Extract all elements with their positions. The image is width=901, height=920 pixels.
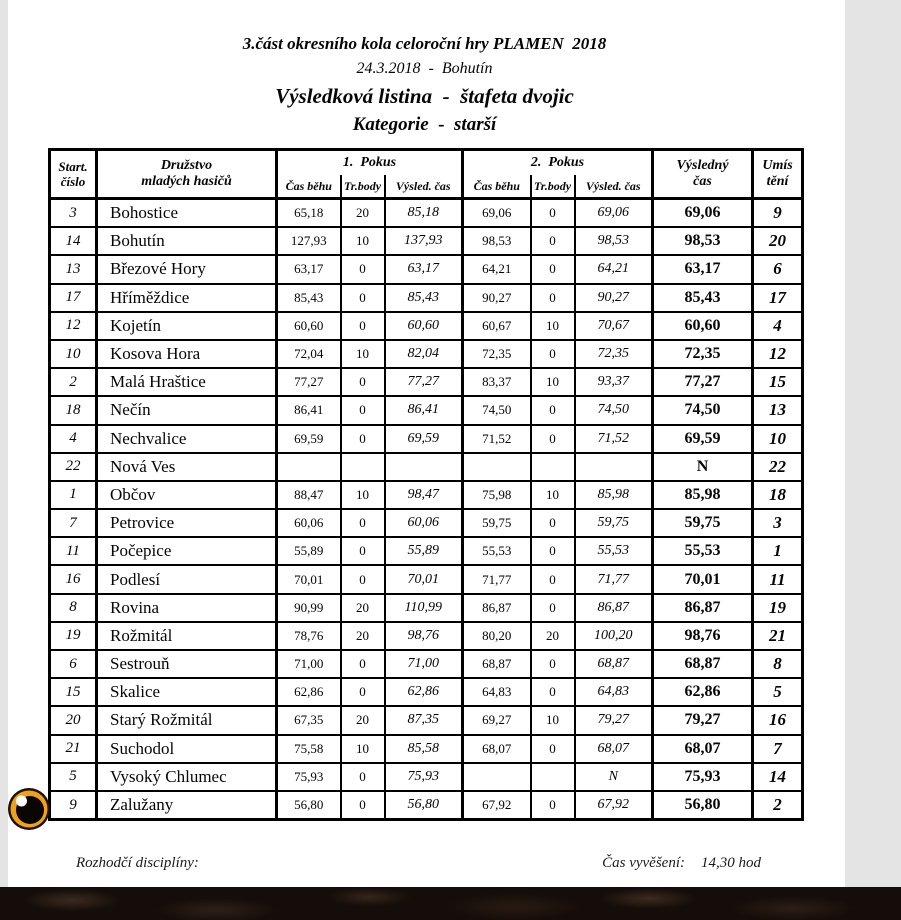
header-start-number: Start. číslo: [50, 150, 97, 199]
attempt2-penalty-cell: 0: [531, 791, 575, 820]
placement-cell: 13: [753, 396, 803, 424]
placement-cell: 8: [753, 650, 803, 678]
team-name-cell: Březové Hory: [97, 255, 277, 283]
team-name-cell: Skalice: [97, 678, 277, 706]
team-name-cell: Rovina: [97, 594, 277, 622]
table-row: [50, 396, 803, 424]
attempt2-penalty-cell: [531, 763, 575, 791]
attempt1-penalty-cell: 20: [341, 199, 385, 228]
posting-time-label: Čas vyvěšení:: [602, 855, 685, 871]
attempt1-penalty-cell: 0: [341, 312, 385, 340]
team-name-cell: Starý Rožmitál: [97, 706, 277, 734]
attempt2-penalty-cell: 0: [531, 199, 575, 228]
attempt1-result-time-cell: 75,93: [385, 763, 463, 791]
header-final-time: Výsledný čas: [653, 150, 753, 199]
placement-cell: 10: [753, 425, 803, 453]
team-name-cell: Bohutín: [97, 227, 277, 255]
placement-cell: 7: [753, 735, 803, 763]
attempt2-run-time-cell: 98,53: [463, 227, 531, 255]
team-name-cell: Podlesí: [97, 565, 277, 593]
start-number-cell: 13: [50, 255, 97, 283]
start-number-cell: 7: [50, 509, 97, 537]
attempt2-penalty-cell: 10: [531, 312, 575, 340]
attempt1-run-time-cell: 62,86: [277, 678, 341, 706]
attempt1-penalty-cell: 0: [341, 255, 385, 283]
attempt1-result-time-cell: 82,04: [385, 340, 463, 368]
start-number-cell: 8: [50, 594, 97, 622]
attempt2-result-time-cell: 69,06: [575, 199, 653, 228]
posting-time-value: 14,30 hod: [701, 855, 761, 871]
attempt1-run-time-cell: 67,35: [277, 706, 341, 734]
attempt1-run-time-cell: 75,58: [277, 735, 341, 763]
table-row: [50, 763, 803, 791]
judges-label: Rozhodčí disciplíny:: [76, 855, 199, 871]
start-number-cell: 20: [50, 706, 97, 734]
category-heading: Kategorie - starší: [352, 114, 497, 135]
attempt1-penalty-cell: 0: [341, 509, 385, 537]
attempt2-result-time-cell: 72,35: [575, 340, 653, 368]
attempt2-result-time-cell: 86,87: [575, 594, 653, 622]
attempt2-run-time-cell: 64,83: [463, 678, 531, 706]
attempt2-result-time-cell: 98,53: [575, 227, 653, 255]
placement-cell: 12: [753, 340, 803, 368]
header-team: Družstvo mladých hasičů: [97, 150, 277, 199]
header-attempt-2: 2. Pokus: [463, 150, 653, 176]
attempt1-result-time-cell: 86,41: [385, 396, 463, 424]
attempt2-penalty-cell: 0: [531, 284, 575, 312]
attempt1-result-time-cell: 98,47: [385, 481, 463, 509]
final-time-cell: 74,50: [653, 396, 753, 424]
attempt1-result-time-cell: 85,43: [385, 284, 463, 312]
attempt2-run-time-cell: 72,35: [463, 340, 531, 368]
table-row: [50, 255, 803, 283]
final-time-cell: 60,60: [653, 312, 753, 340]
attempt2-penalty-cell: 20: [531, 622, 575, 650]
attempt1-penalty-cell: 0: [341, 368, 385, 396]
attempt1-run-time-cell: 86,41: [277, 396, 341, 424]
attempt2-run-time-cell: 80,20: [463, 622, 531, 650]
attempt2-result-time-cell: 70,67: [575, 312, 653, 340]
final-time-cell: 63,17: [653, 255, 753, 283]
start-number-cell: 4: [50, 425, 97, 453]
final-time-cell: 98,76: [653, 622, 753, 650]
attempt2-penalty-cell: 10: [531, 706, 575, 734]
attempt1-penalty-cell: 10: [341, 735, 385, 763]
attempt1-result-time-cell: 60,60: [385, 312, 463, 340]
table-row: [50, 565, 803, 593]
team-name-cell: Kojetín: [97, 312, 277, 340]
start-number-cell: 12: [50, 312, 97, 340]
placement-cell: 19: [753, 594, 803, 622]
final-time-cell: 70,01: [653, 565, 753, 593]
attempt1-result-time-cell: 137,93: [385, 227, 463, 255]
team-name-cell: Nečín: [97, 396, 277, 424]
attempt1-result-time-cell: 63,17: [385, 255, 463, 283]
attempt2-run-time-cell: 69,27: [463, 706, 531, 734]
attempt2-run-time-cell: 74,50: [463, 396, 531, 424]
attempt1-penalty-cell: 0: [341, 763, 385, 791]
attempt1-result-time-cell: 77,27: [385, 368, 463, 396]
attempt2-run-time-cell: 68,07: [463, 735, 531, 763]
attempt2-run-time-cell: 64,21: [463, 255, 531, 283]
start-number-cell: 1: [50, 481, 97, 509]
attempt1-penalty-cell: 0: [341, 537, 385, 565]
attempt1-run-time-cell: 77,27: [277, 368, 341, 396]
final-time-cell: 75,93: [653, 763, 753, 791]
team-name-cell: Nechvalice: [97, 425, 277, 453]
placement-cell: 15: [753, 368, 803, 396]
attempt1-penalty-cell: 0: [341, 791, 385, 820]
document-header: [48, 32, 801, 138]
attempt2-penalty-cell: 10: [531, 481, 575, 509]
final-time-cell: 69,06: [653, 199, 753, 228]
results-table: [48, 148, 804, 821]
attempt1-penalty-cell: 0: [341, 396, 385, 424]
attempt2-result-time-cell: 90,27: [575, 284, 653, 312]
header-attempt-1: 1. Pokus: [277, 150, 463, 176]
placement-cell: 11: [753, 565, 803, 593]
team-name-cell: Suchodol: [97, 735, 277, 763]
attempt1-run-time-cell: 63,17: [277, 255, 341, 283]
table-row: [50, 509, 803, 537]
attempt2-run-time-cell: 69,06: [463, 199, 531, 228]
attempt2-result-time-cell: 59,75: [575, 509, 653, 537]
placement-cell: 22: [753, 453, 803, 481]
attempt1-penalty-cell: 20: [341, 706, 385, 734]
attempt1-penalty-cell: 0: [341, 565, 385, 593]
table-row: [50, 594, 803, 622]
attempt2-result-time-cell: N: [575, 763, 653, 791]
start-number-cell: 6: [50, 650, 97, 678]
header-result-time-1: Výsled. čas: [385, 175, 463, 199]
results-tbody: [50, 199, 803, 820]
attempt1-result-time-cell: [385, 453, 463, 481]
attempt2-run-time-cell: 68,87: [463, 650, 531, 678]
table-row: [50, 368, 803, 396]
attempt2-penalty-cell: 0: [531, 425, 575, 453]
start-number-cell: 9: [50, 791, 97, 820]
document-title: 3.část okresního kola celoroční hry PLAMEN 2018: [242, 34, 607, 53]
final-time-cell: 85,98: [653, 481, 753, 509]
attempt2-result-time-cell: 64,21: [575, 255, 653, 283]
table-row: [50, 678, 803, 706]
start-number-cell: 5: [50, 763, 97, 791]
attempt2-run-time-cell: 59,75: [463, 509, 531, 537]
attempt1-run-time-cell: 60,60: [277, 312, 341, 340]
attempt1-penalty-cell: 10: [341, 481, 385, 509]
final-time-cell: 98,53: [653, 227, 753, 255]
attempt1-run-time-cell: 71,00: [277, 650, 341, 678]
table-row: [50, 284, 803, 312]
team-name-cell: Zalužany: [97, 791, 277, 820]
attempt1-run-time-cell: 56,80: [277, 791, 341, 820]
final-time-cell: 68,87: [653, 650, 753, 678]
final-time-cell: 79,27: [653, 706, 753, 734]
table-row: [50, 706, 803, 734]
attempt1-penalty-cell: 0: [341, 678, 385, 706]
attempt2-run-time-cell: 90,27: [463, 284, 531, 312]
attempt1-run-time-cell: 85,43: [277, 284, 341, 312]
attempt2-run-time-cell: 86,87: [463, 594, 531, 622]
attempt1-run-time-cell: 69,59: [277, 425, 341, 453]
attempt2-result-time-cell: 68,87: [575, 650, 653, 678]
start-number-cell: 11: [50, 537, 97, 565]
results-heading: Výsledková listina - štafeta dvojic: [275, 84, 574, 108]
header-run-time-2: Čas běhu: [463, 175, 531, 199]
table-row: [50, 340, 803, 368]
table-row: [50, 537, 803, 565]
attempt2-penalty-cell: 0: [531, 678, 575, 706]
attempt2-penalty-cell: 0: [531, 340, 575, 368]
attempt2-result-time-cell: 85,98: [575, 481, 653, 509]
attempt1-result-time-cell: 87,35: [385, 706, 463, 734]
attempt2-penalty-cell: 0: [531, 735, 575, 763]
attempt1-run-time-cell: 90,99: [277, 594, 341, 622]
attempt2-penalty-cell: 0: [531, 537, 575, 565]
start-number-cell: 18: [50, 396, 97, 424]
placement-cell: 9: [753, 199, 803, 228]
start-number-cell: 19: [50, 622, 97, 650]
attempt2-run-time-cell: 55,53: [463, 537, 531, 565]
final-time-cell: 55,53: [653, 537, 753, 565]
start-number-cell: 3: [50, 199, 97, 228]
placement-cell: 16: [753, 706, 803, 734]
final-time-cell: 62,86: [653, 678, 753, 706]
header-run-time-1: Čas běhu: [277, 175, 341, 199]
attempt2-run-time-cell: [463, 763, 531, 791]
attempt2-run-time-cell: 83,37: [463, 368, 531, 396]
attempt2-result-time-cell: [575, 453, 653, 481]
attempt1-run-time-cell: 78,76: [277, 622, 341, 650]
attempt1-penalty-cell: 20: [341, 594, 385, 622]
attempt1-result-time-cell: 55,89: [385, 537, 463, 565]
attempt2-result-time-cell: 71,77: [575, 565, 653, 593]
attempt1-penalty-cell: 10: [341, 340, 385, 368]
attempt1-penalty-cell: 20: [341, 622, 385, 650]
attempt1-run-time-cell: 60,06: [277, 509, 341, 537]
attempt2-result-time-cell: 67,92: [575, 791, 653, 820]
start-number-cell: 2: [50, 368, 97, 396]
attempt2-result-time-cell: 79,27: [575, 706, 653, 734]
header-penalty-1: Tr.body: [341, 175, 385, 199]
attempt1-result-time-cell: 85,58: [385, 735, 463, 763]
start-number-cell: 15: [50, 678, 97, 706]
team-name-cell: Kosova Hora: [97, 340, 277, 368]
header-placement: Umís tění: [753, 150, 803, 199]
table-row: [50, 227, 803, 255]
attempt1-run-time-cell: 75,93: [277, 763, 341, 791]
final-time-cell: N: [653, 453, 753, 481]
final-time-cell: 85,43: [653, 284, 753, 312]
final-time-cell: 56,80: [653, 791, 753, 820]
attempt2-penalty-cell: 0: [531, 509, 575, 537]
attempt1-run-time-cell: 88,47: [277, 481, 341, 509]
attempt2-run-time-cell: 67,92: [463, 791, 531, 820]
attempt1-result-time-cell: 70,01: [385, 565, 463, 593]
attempt1-result-time-cell: 69,59: [385, 425, 463, 453]
start-number-cell: 21: [50, 735, 97, 763]
attempt2-result-time-cell: 74,50: [575, 396, 653, 424]
table-row: [50, 199, 803, 228]
attempt1-run-time-cell: 72,04: [277, 340, 341, 368]
team-name-cell: Sestrouň: [97, 650, 277, 678]
start-number-cell: 14: [50, 227, 97, 255]
team-name-cell: Počepice: [97, 537, 277, 565]
attempt1-penalty-cell: 10: [341, 227, 385, 255]
attempt1-result-time-cell: 85,18: [385, 199, 463, 228]
placement-cell: 3: [753, 509, 803, 537]
placement-cell: 21: [753, 622, 803, 650]
attempt2-result-time-cell: 93,37: [575, 368, 653, 396]
attempt2-run-time-cell: [463, 453, 531, 481]
attempt1-run-time-cell: 127,93: [277, 227, 341, 255]
attempt2-penalty-cell: 0: [531, 396, 575, 424]
placement-cell: 6: [753, 255, 803, 283]
attempt2-result-time-cell: 68,07: [575, 735, 653, 763]
team-name-cell: Vysoký Chlumec: [97, 763, 277, 791]
start-number-cell: 10: [50, 340, 97, 368]
start-number-cell: 22: [50, 453, 97, 481]
attempt1-run-time-cell: 70,01: [277, 565, 341, 593]
attempt2-penalty-cell: 0: [531, 650, 575, 678]
table-row: [50, 425, 803, 453]
team-name-cell: Rožmitál: [97, 622, 277, 650]
attempt2-result-time-cell: 64,83: [575, 678, 653, 706]
attempt2-penalty-cell: 10: [531, 368, 575, 396]
team-name-cell: Malá Hraštice: [97, 368, 277, 396]
attempt1-result-time-cell: 62,86: [385, 678, 463, 706]
final-time-cell: 72,35: [653, 340, 753, 368]
table-row: [50, 650, 803, 678]
table-row: [50, 791, 803, 820]
attempt2-penalty-cell: 0: [531, 565, 575, 593]
final-time-cell: 86,87: [653, 594, 753, 622]
date-location: 24.3.2018 - Bohutín: [356, 60, 493, 77]
placement-cell: 5: [753, 678, 803, 706]
table-row: [50, 622, 803, 650]
table-row: [50, 453, 803, 481]
attempt2-result-time-cell: 71,52: [575, 425, 653, 453]
attempt1-run-time-cell: [277, 453, 341, 481]
attempt1-result-time-cell: 71,00: [385, 650, 463, 678]
placement-cell: 20: [753, 227, 803, 255]
placement-cell: 4: [753, 312, 803, 340]
attempt1-penalty-cell: 0: [341, 425, 385, 453]
attempt1-penalty-cell: 0: [341, 284, 385, 312]
team-name-cell: Hříměždice: [97, 284, 277, 312]
attempt1-run-time-cell: 65,18: [277, 199, 341, 228]
attempt1-result-time-cell: 98,76: [385, 622, 463, 650]
attempt2-penalty-cell: 0: [531, 255, 575, 283]
attempt1-result-time-cell: 56,80: [385, 791, 463, 820]
eye-icon: [7, 787, 51, 831]
final-time-cell: 68,07: [653, 735, 753, 763]
placement-cell: 2: [753, 791, 803, 820]
team-name-cell: Občov: [97, 481, 277, 509]
placement-cell: 18: [753, 481, 803, 509]
document-footer: [48, 855, 801, 872]
team-name-cell: Bohostice: [97, 199, 277, 228]
table-row: [50, 481, 803, 509]
attempt2-run-time-cell: 60,67: [463, 312, 531, 340]
desktop-background-strip: [0, 887, 901, 920]
document-page: [8, 0, 845, 887]
attempt1-penalty-cell: [341, 453, 385, 481]
attempt2-result-time-cell: 55,53: [575, 537, 653, 565]
header-result-time-2: Výsled. čas: [575, 175, 653, 199]
attempt2-penalty-cell: 0: [531, 594, 575, 622]
final-time-cell: 69,59: [653, 425, 753, 453]
placement-cell: 14: [753, 763, 803, 791]
attempt1-result-time-cell: 110,99: [385, 594, 463, 622]
attempt2-result-time-cell: 100,20: [575, 622, 653, 650]
table-row: [50, 735, 803, 763]
attempt2-penalty-cell: 0: [531, 227, 575, 255]
attempt2-run-time-cell: 71,77: [463, 565, 531, 593]
header-penalty-2: Tr.body: [531, 175, 575, 199]
posting-time: [602, 855, 761, 872]
placement-cell: 17: [753, 284, 803, 312]
attempt2-run-time-cell: 71,52: [463, 425, 531, 453]
attempt1-penalty-cell: 0: [341, 650, 385, 678]
attempt1-run-time-cell: 55,89: [277, 537, 341, 565]
final-time-cell: 77,27: [653, 368, 753, 396]
placement-cell: 1: [753, 537, 803, 565]
team-name-cell: Petrovice: [97, 509, 277, 537]
table-row: [50, 312, 803, 340]
attempt2-run-time-cell: 75,98: [463, 481, 531, 509]
final-time-cell: 59,75: [653, 509, 753, 537]
attempt1-result-time-cell: 60,06: [385, 509, 463, 537]
team-name-cell: Nová Ves: [97, 453, 277, 481]
start-number-cell: 17: [50, 284, 97, 312]
attempt2-penalty-cell: [531, 453, 575, 481]
start-number-cell: 16: [50, 565, 97, 593]
